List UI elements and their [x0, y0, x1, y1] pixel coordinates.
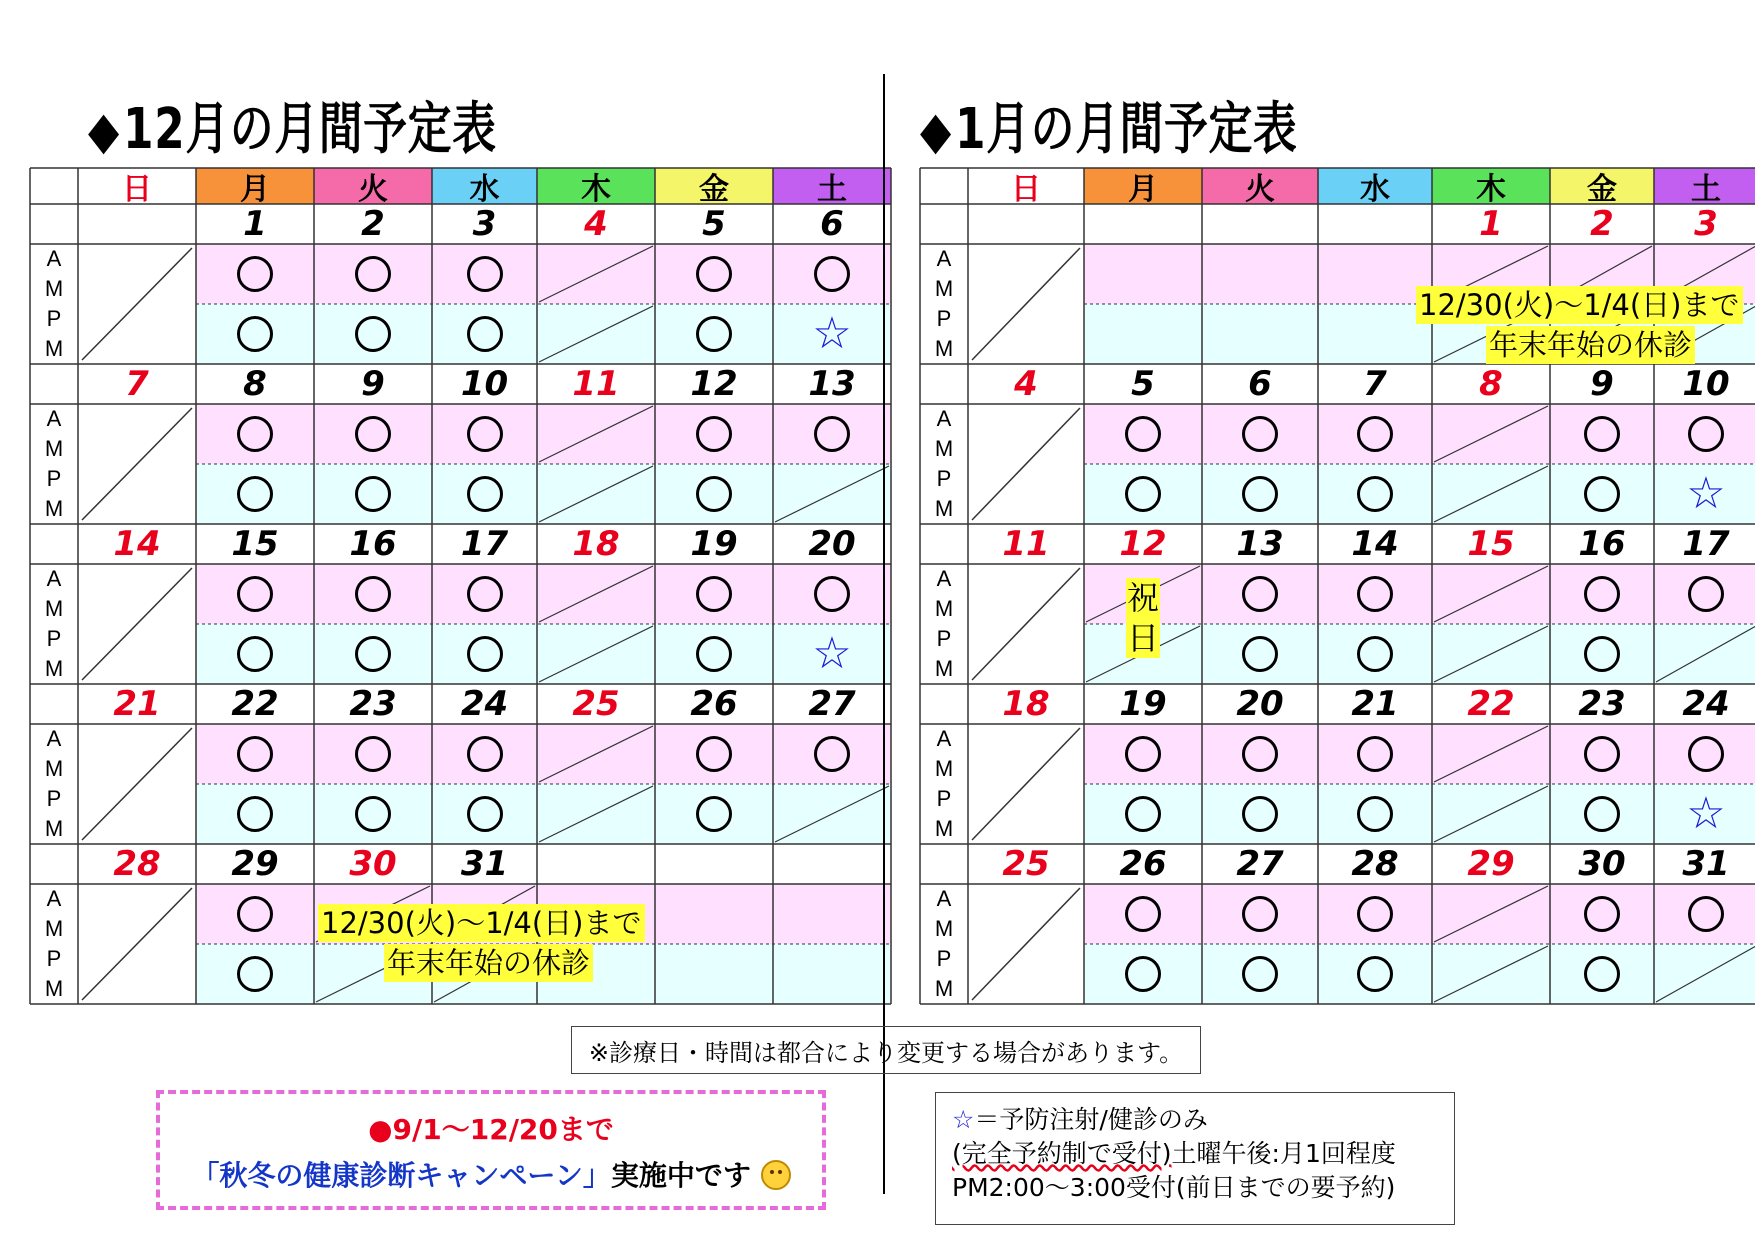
date-number: 15 — [1467, 524, 1515, 564]
star-icon: ☆ — [952, 1105, 975, 1134]
pm-label: P M — [934, 626, 954, 681]
date-number: 3 — [472, 204, 497, 244]
closure-note-line2: 年末年始の休診 — [1486, 326, 1695, 364]
star-icon: ☆ — [812, 308, 852, 359]
date-number: 9 — [1590, 364, 1614, 404]
open-circle-icon — [1202, 884, 1318, 944]
star-icon: ☆ — [812, 628, 852, 679]
date-number: 14 — [1351, 524, 1399, 564]
date-number: 4 — [584, 204, 608, 244]
open-circle-icon — [655, 564, 773, 624]
open-circle-icon — [655, 404, 773, 464]
date-number: 1 — [1479, 204, 1503, 244]
open-circle-icon — [655, 624, 773, 684]
closed-slash — [972, 888, 1080, 1000]
date-number: 25 — [1002, 844, 1050, 884]
open-circle-icon — [314, 464, 432, 524]
date-number: 7 — [1363, 364, 1387, 404]
open-circle-icon — [314, 304, 432, 364]
star-icon: ☆ — [1686, 788, 1726, 839]
pm-label: P M — [934, 946, 954, 1001]
closure-note-line1: 12/30(火)～1/4(日)まで — [1416, 286, 1743, 324]
date-number — [1084, 204, 1202, 244]
date-number: 3 — [1694, 204, 1718, 244]
open-circle-icon — [1084, 464, 1202, 524]
date-number: 17 — [460, 524, 509, 564]
open-circle-icon — [1318, 724, 1432, 784]
am-cell-bg — [1084, 244, 1202, 304]
open-circle-icon — [196, 884, 314, 944]
open-circle-icon — [1550, 404, 1654, 464]
closed-slash — [972, 568, 1080, 680]
pm-label: P M — [44, 626, 64, 681]
date-number: 5 — [702, 204, 726, 244]
open-circle-icon — [1084, 404, 1202, 464]
date-number: 26 — [690, 684, 738, 724]
weekday-header: 木 — [581, 172, 611, 207]
open-circle-icon — [432, 464, 537, 524]
date-number: 25 — [572, 684, 620, 724]
date-number: 20 — [1236, 684, 1284, 724]
date-number: 28 — [113, 844, 161, 884]
open-circle-icon — [314, 564, 432, 624]
january-calendar — [920, 168, 1755, 1021]
open-circle-icon — [655, 464, 773, 524]
open-circle-icon — [1654, 404, 1755, 464]
pm-label: P M — [934, 786, 954, 841]
closed-slash — [972, 728, 1080, 840]
date-number: 15 — [231, 524, 279, 564]
pm-cell-bg — [773, 944, 891, 1004]
date-number: 20 — [808, 524, 856, 564]
open-circle-icon — [432, 624, 537, 684]
pm-cell-bg — [1202, 304, 1318, 364]
weekday-header: 土 — [1691, 172, 1721, 207]
open-circle-icon — [1084, 884, 1202, 944]
open-circle-icon — [196, 404, 314, 464]
open-circle-icon — [1318, 464, 1432, 524]
date-number: 22 — [1467, 684, 1515, 724]
date-number: 31 — [460, 844, 509, 884]
open-circle-icon — [314, 244, 432, 304]
date-number: 4 — [1014, 364, 1038, 404]
open-circle-icon — [1084, 724, 1202, 784]
open-circle-icon — [1202, 624, 1318, 684]
open-circle-icon — [196, 564, 314, 624]
date-number: 8 — [243, 364, 267, 404]
date-number: 21 — [1351, 684, 1399, 724]
date-number: 11 — [1002, 524, 1050, 564]
date-number: 10 — [460, 364, 509, 404]
date-number: 2 — [361, 204, 385, 244]
date-number: 8 — [1479, 364, 1503, 404]
open-circle-icon — [773, 404, 891, 464]
date-number — [1318, 204, 1432, 244]
legend-star-line: ☆＝予防注射/健診のみ — [952, 1105, 1208, 1134]
closed-slash — [82, 728, 192, 840]
date-number: 16 — [349, 524, 397, 564]
open-circle-icon — [196, 464, 314, 524]
open-circle-icon — [196, 624, 314, 684]
pm-label: P M — [44, 946, 64, 1001]
date-number: 5 — [1131, 364, 1155, 404]
open-circle-icon — [655, 244, 773, 304]
am-label: A M — [44, 566, 64, 621]
weekday-header: 月 — [240, 172, 270, 207]
pm-label: P M — [44, 466, 64, 521]
date-number: 13 — [1236, 524, 1284, 564]
weekday-header: 木 — [1476, 172, 1506, 207]
open-circle-icon — [1318, 404, 1432, 464]
closure-note-line2: 年末年始の休診 — [384, 944, 593, 982]
open-circle-icon — [1550, 624, 1654, 684]
closed-slash — [972, 408, 1080, 520]
closed-slash — [82, 408, 192, 520]
open-circle-icon — [432, 724, 537, 784]
open-circle-icon — [1202, 784, 1318, 844]
open-circle-icon — [773, 244, 891, 304]
date-number: 24 — [460, 684, 509, 724]
date-number: 27 — [808, 684, 856, 724]
open-circle-icon — [432, 304, 537, 364]
weekday-header: 月 — [1128, 172, 1158, 207]
open-circle-icon — [432, 244, 537, 304]
am-cell-bg — [1202, 244, 1318, 304]
date-number: 19 — [690, 524, 738, 564]
date-number: 23 — [1578, 684, 1626, 724]
open-circle-icon — [432, 564, 537, 624]
open-circle-icon — [655, 304, 773, 364]
am-label: A M — [44, 246, 64, 301]
am-cell-bg — [773, 884, 891, 944]
date-number: 30 — [1578, 844, 1626, 884]
date-number: 1 — [243, 204, 267, 244]
open-circle-icon — [1202, 464, 1318, 524]
date-number: 28 — [1351, 844, 1399, 884]
date-number: 19 — [1119, 684, 1167, 724]
open-circle-icon — [1550, 564, 1654, 624]
open-circle-icon — [1202, 944, 1318, 1004]
am-label: A M — [44, 726, 64, 781]
date-number: 21 — [113, 684, 161, 724]
smile-emoji-icon — [761, 1160, 791, 1190]
date-number: 27 — [1236, 844, 1284, 884]
open-circle-icon — [1318, 784, 1432, 844]
am-label: A M — [44, 406, 64, 461]
campaign-period: ●9/1～12/20まで — [368, 1113, 614, 1146]
date-number: 31 — [1682, 844, 1730, 884]
pm-cell-bg — [655, 944, 773, 1004]
closed-slash — [82, 248, 192, 360]
open-circle-icon — [196, 304, 314, 364]
weekday-header: 日 — [122, 172, 152, 207]
open-circle-icon — [196, 244, 314, 304]
open-circle-icon — [1550, 784, 1654, 844]
am-cell-bg — [1318, 244, 1432, 304]
date-number — [655, 844, 773, 884]
open-circle-icon — [314, 404, 432, 464]
open-circle-icon — [196, 724, 314, 784]
date-number: 16 — [1578, 524, 1626, 564]
open-circle-icon — [1550, 944, 1654, 1004]
open-circle-icon — [773, 564, 891, 624]
date-number — [773, 844, 891, 884]
open-circle-icon — [1654, 724, 1755, 784]
am-label: A M — [44, 886, 64, 941]
date-number: 6 — [820, 204, 844, 244]
open-circle-icon — [432, 784, 537, 844]
campaign-text: 「秋冬の健康診断キャンペーン」実施中です — [160, 1154, 822, 1194]
date-number: 13 — [808, 364, 856, 404]
open-circle-icon — [1318, 884, 1432, 944]
open-circle-icon — [655, 724, 773, 784]
open-circle-icon — [314, 724, 432, 784]
date-number: 26 — [1119, 844, 1167, 884]
weekday-header: 火 — [1245, 172, 1275, 207]
legend-saturday-line: (完全予約制で受付)土曜午後:月1回程度 — [952, 1139, 1396, 1168]
open-circle-icon — [1654, 884, 1755, 944]
date-number: 11 — [572, 364, 620, 404]
open-circle-icon — [1318, 564, 1432, 624]
date-number: 29 — [231, 844, 279, 884]
schedule-change-notice: ※診療日・時間は都合により変更する場合があります。 — [571, 1026, 1201, 1074]
am-label: A M — [934, 406, 954, 461]
pm-cell-bg — [1084, 304, 1202, 364]
date-number — [537, 844, 655, 884]
open-circle-icon — [1550, 724, 1654, 784]
date-number: 23 — [349, 684, 397, 724]
date-number: 30 — [349, 844, 397, 884]
date-number: 6 — [1248, 364, 1272, 404]
pm-cell-bg — [1318, 304, 1432, 364]
pm-label: P M — [44, 786, 64, 841]
weekday-header: 火 — [358, 172, 388, 207]
date-number: 9 — [361, 364, 385, 404]
december-calendar — [30, 168, 891, 1021]
closed-slash — [972, 248, 1080, 360]
date-number — [968, 204, 1084, 244]
am-label: A M — [934, 726, 954, 781]
am-cell-bg — [655, 884, 773, 944]
weekday-header: 土 — [817, 172, 847, 207]
date-number: 2 — [1590, 204, 1614, 244]
open-circle-icon — [773, 724, 891, 784]
legend-time-line: PM2:00～3:00受付(前日までの要予約) — [952, 1173, 1396, 1202]
open-circle-icon — [1318, 624, 1432, 684]
date-number: 18 — [1002, 684, 1050, 724]
open-circle-icon — [1084, 944, 1202, 1004]
open-circle-icon — [1550, 884, 1654, 944]
date-number: 14 — [113, 524, 161, 564]
legend-box — [935, 1092, 1455, 1225]
open-circle-icon — [1654, 564, 1755, 624]
date-number: 10 — [1682, 364, 1730, 404]
closed-slash — [82, 888, 192, 1000]
weekday-header: 金 — [699, 172, 729, 207]
am-label: A M — [934, 566, 954, 621]
pm-label: P M — [44, 306, 64, 361]
holiday-label: 祝日 — [1126, 579, 1159, 657]
weekday-header: 日 — [1011, 172, 1041, 207]
date-number — [1202, 204, 1318, 244]
open-circle-icon — [196, 784, 314, 844]
open-circle-icon — [1550, 464, 1654, 524]
open-circle-icon — [1202, 564, 1318, 624]
date-number: 29 — [1467, 844, 1515, 884]
open-circle-icon — [1202, 724, 1318, 784]
open-circle-icon — [1084, 784, 1202, 844]
january-title: ◆1月の月間予定表 — [920, 97, 1298, 162]
date-number: 24 — [1682, 684, 1730, 724]
december-title: ◆12月の月間予定表 — [88, 97, 497, 162]
weekday-header: 水 — [1360, 172, 1390, 207]
open-circle-icon — [314, 784, 432, 844]
open-circle-icon — [196, 944, 314, 1004]
weekday-header: 水 — [469, 172, 500, 207]
open-circle-icon — [1202, 404, 1318, 464]
am-label: A M — [934, 886, 954, 941]
campaign-box — [156, 1090, 826, 1210]
date-number: 12 — [690, 364, 738, 404]
closure-note-line1: 12/30(火)～1/4(日)まで — [318, 904, 645, 942]
star-icon: ☆ — [1686, 468, 1726, 519]
open-circle-icon — [1318, 944, 1432, 1004]
open-circle-icon — [655, 784, 773, 844]
closed-slash — [82, 568, 192, 680]
pm-label: P M — [934, 466, 954, 521]
date-number: 7 — [125, 364, 149, 404]
date-number: 17 — [1682, 524, 1730, 564]
open-circle-icon — [314, 624, 432, 684]
date-number: 18 — [572, 524, 620, 564]
weekday-header: 金 — [1587, 172, 1617, 207]
open-circle-icon — [432, 404, 537, 464]
date-number: 12 — [1119, 524, 1167, 564]
date-number — [78, 204, 196, 244]
am-label: A M — [934, 246, 954, 301]
pm-label: P M — [934, 306, 954, 361]
date-number: 22 — [231, 684, 279, 724]
